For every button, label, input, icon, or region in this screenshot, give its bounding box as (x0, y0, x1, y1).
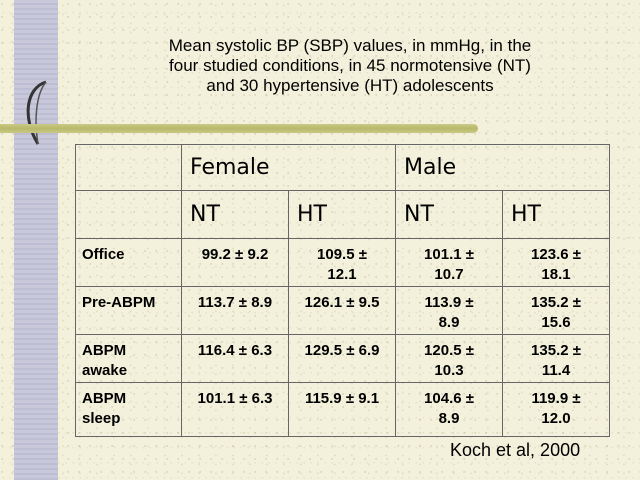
table-cell (182, 287, 289, 335)
subheader-female-ht: HT (289, 191, 396, 239)
table-cell (289, 287, 396, 335)
table-cell-line: 101.1 ± 6.3 (197, 390, 273, 407)
row-label (76, 383, 182, 437)
table-cell-line: 116.4 ± 6.3 (197, 342, 273, 359)
table-cell-line: 12.1 (327, 266, 357, 283)
title-line-2: four studied conditions, in 45 normotensive (NT) (169, 56, 531, 75)
table-cell (396, 287, 503, 335)
table-cell-line: 11.4 (541, 362, 571, 379)
row-label-line: ABPM (82, 390, 127, 407)
citation: Koch et al, 2000 (450, 440, 581, 460)
table-cell-line: 104.6 ± (424, 390, 474, 407)
table-cell-line: 10.3 (434, 362, 464, 379)
table-cell (503, 383, 610, 437)
corner-cell (76, 191, 182, 239)
table-cell (503, 239, 610, 287)
sbp-table (75, 144, 610, 437)
table-body (76, 239, 610, 437)
table-cell (289, 383, 396, 437)
table-cell (503, 287, 610, 335)
corner-cell (76, 145, 182, 191)
table-row (76, 335, 610, 383)
row-label (76, 239, 182, 287)
curl-decoration-icon (8, 78, 68, 148)
table-cell-line: 99.2 ± 9.2 (201, 246, 269, 263)
subheader-male-ht: HT (503, 191, 610, 239)
row-label-line: sleep (82, 410, 121, 427)
row-label-line: Pre-ABPM (82, 294, 156, 311)
subheader-male-nt: NT (396, 191, 503, 239)
table-cell-line: 135.2 ± (531, 342, 581, 359)
table-cell-line: 101.1 ± (424, 246, 474, 263)
table-cell-line: 8.9 (438, 410, 460, 427)
table-cell (182, 239, 289, 287)
row-label (76, 335, 182, 383)
table-cell (289, 239, 396, 287)
row-label (76, 287, 182, 335)
table-cell-line: 113.9 ± (424, 294, 474, 311)
table-cell-line: 120.5 ± (424, 342, 474, 359)
table-cell-line: 126.1 ± 9.5 (304, 294, 380, 311)
row-label-line: awake (82, 362, 128, 379)
table-cell-line: 18.1 (541, 266, 571, 283)
table-cell-line: 12.0 (541, 410, 571, 427)
table-cell-line: 15.6 (541, 314, 571, 331)
subheader-female-nt: NT (182, 191, 289, 239)
table-row (76, 383, 610, 437)
group-header-male: Male (396, 145, 610, 191)
table-cell (396, 383, 503, 437)
table-cell-line: 129.5 ± 6.9 (304, 342, 380, 359)
table-cell (396, 239, 503, 287)
table-cell-line: 123.6 ± (531, 246, 581, 263)
table-cell-line: 109.5 ± (317, 246, 367, 263)
table-cell-line: 119.9 ± (531, 390, 581, 407)
table-cell-line: 10.7 (434, 266, 464, 283)
table-cell (182, 383, 289, 437)
table-row (76, 287, 610, 335)
table-cell (396, 335, 503, 383)
table-cell-line: 135.2 ± (531, 294, 581, 311)
title-line-3: and 30 hypertensive (HT) adolescents (206, 76, 494, 95)
table-cell (182, 335, 289, 383)
table-cell (289, 335, 396, 383)
table-cell-line: 113.7 ± 8.9 (197, 294, 273, 311)
table-cell-line: 115.9 ± 9.1 (304, 390, 380, 407)
horizontal-rule (0, 124, 478, 133)
row-label-line: Office (82, 246, 125, 263)
table-cell (503, 335, 610, 383)
slide-title (110, 36, 590, 96)
table-cell-line: 8.9 (438, 314, 460, 331)
row-label-line: ABPM (82, 342, 127, 359)
left-decorative-band (14, 0, 58, 480)
title-line-1: Mean systolic BP (SBP) values, in mmHg, in the (168, 36, 532, 55)
table-row (76, 239, 610, 287)
group-header-female: Female (182, 145, 396, 191)
